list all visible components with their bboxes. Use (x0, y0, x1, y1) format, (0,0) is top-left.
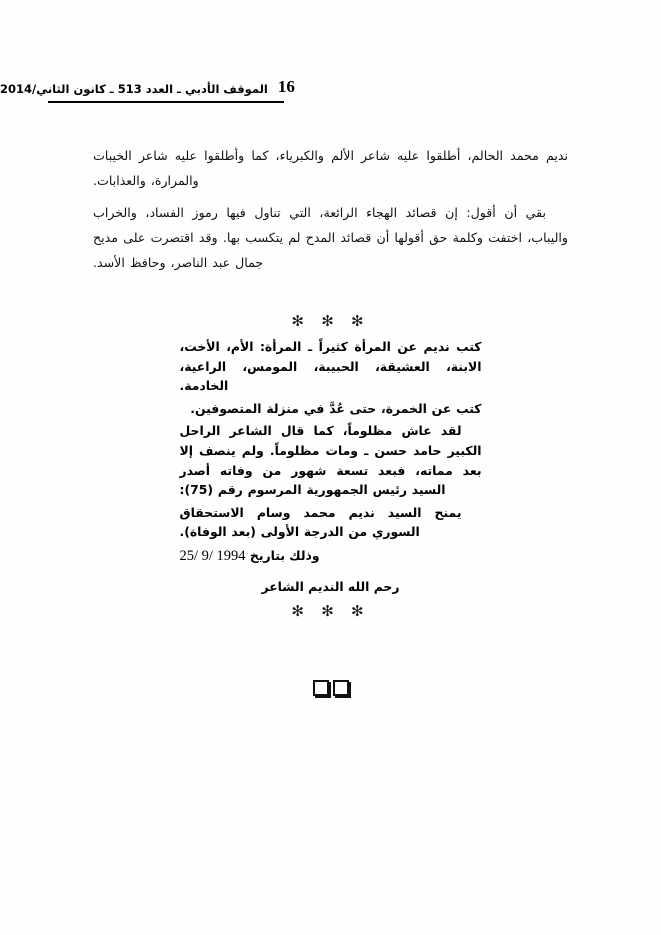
section-separator-stars: ✻ ✻ ✻ (291, 602, 370, 620)
square-icon (313, 680, 329, 696)
end-of-article-marks (0, 680, 661, 696)
square-icon (333, 680, 349, 696)
bold-line: كتب عن الخمرة، حتى عُدَّ في منزلة المتصوفين. (190, 400, 482, 416)
body-text-block (93, 143, 568, 275)
bold-line: لقد عاش مظلوماً، كما قال الشاعر الراحل الكبير حامد حسن ـ ومات مظلوماً. ولم ينصف إلا بعد مماته، فبعد تسعة شهور من وفاته أصدر السيد رئيس الجمهورية المرسوم رقم (75): (179, 423, 482, 498)
bold-line: يمنح السيد نديم محمد وسام الاستحقاق السوري من الدرجة الأولى (بعد الوفاة). (179, 504, 462, 540)
date-label: وذلك بتاريخ (249, 547, 320, 563)
running-header (0, 78, 612, 95)
decree-date-line (180, 545, 482, 567)
header-divider-rule (48, 101, 284, 103)
section-separator-stars: ✻ ✻ ✻ (291, 312, 370, 330)
page-number: 16 (277, 77, 295, 96)
journal-issue-line: الموقف الأدبي ـ العدد 513 ـ كانون الثاني/2014 (0, 81, 268, 96)
paragraph: بقي أن أقول: إن قصائد الهجاء الرائعة، التي تناول فيها رموز الفساد، والخراب واليباب، اختفت وكلمة حق أقولها أن قصائد المدح لم يتكسب بها. وقد اقتصرت على مديح جمال عبد الناصر، وحافظ الأسد. (93, 205, 568, 270)
bold-closing-section (0, 337, 661, 597)
date-value: 25/ 9/ 1994 (179, 547, 246, 564)
closing-invocation: رحم الله النديم الشاعر (261, 578, 400, 594)
paragraph: نديم محمد الحالم، أطلقوا عليه شاعر الألم والكبرياء، كما وأطلقوا عليه شاعر الخيبات والمرارة، والعذابات. (93, 148, 568, 188)
bold-line: كتب نديم عن المرأة كثيراً ـ المرأة: الأم، الأخت، الابنة، العشيقة، الحبيبة، المومس، الراعية، الخادمة. (179, 339, 482, 394)
